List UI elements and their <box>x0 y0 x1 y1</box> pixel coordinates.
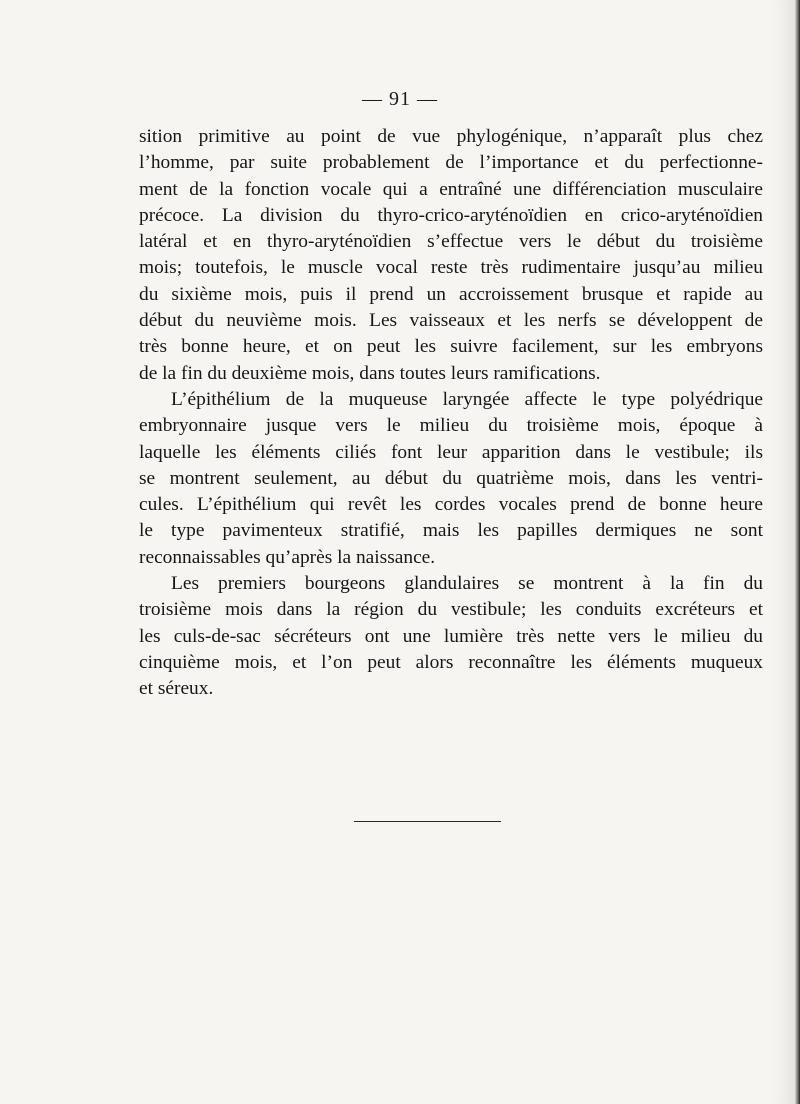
text-line: reconnaissables qu’après la naissance. <box>139 546 436 568</box>
text-line: début du neuvième mois. Les vaisseaux et les nerfs se développent de <box>139 310 763 332</box>
text-line: cinquième mois, et l’on peut alors reconnaître les éléments muqueux <box>139 651 763 673</box>
text-line: Les premiers bourgeons glandulaires se montrent à la fin du <box>171 573 763 595</box>
text-line: ment de la fonction vocale qui a entraîné une différenciation musculaire <box>139 178 763 200</box>
text-line: du sixième mois, puis il prend un accroissement brusque et rapide au <box>139 283 763 305</box>
body-text <box>139 124 763 703</box>
text-line: L’épithélium de la muqueuse laryngée affecte le type polyédrique <box>171 388 763 410</box>
text-line: les culs-de-sac sécréteurs ont une lumière très nette vers le milieu du <box>139 625 763 647</box>
text-line: mois; toutefois, le muscle vocal reste très rudimentaire jusqu’au milieu <box>139 257 763 279</box>
text-line: l’homme, par suite probablement de l’importance et du perfectionne- <box>139 152 763 174</box>
text-line: précoce. La division du thyro-crico-aryténoïdien en crico-aryténoïdien <box>139 204 763 226</box>
page-edge-shadow <box>795 0 800 1104</box>
text-line: se montrent seulement, au début du quatrième mois, dans les ventri- <box>139 467 763 489</box>
text-line: embryonnaire jusque vers le milieu du troisième mois, époque à <box>139 415 763 437</box>
text-line: sition primitive au point de vue phylogénique, n’apparaît plus chez <box>139 126 763 147</box>
page-number: — 91 — <box>362 88 438 110</box>
text-line: de la fin du deuxième mois, dans toutes leurs ramifications. <box>139 362 601 384</box>
text-line: et séreux. <box>139 678 214 700</box>
text-line: troisième mois dans la région du vestibule; les conduits excréteurs et <box>139 599 763 621</box>
text-line: très bonne heure, et on peut les suivre facilement, sur les embryons <box>139 336 763 358</box>
text-line: le type pavimenteux stratifié, mais les papilles dermiques ne sont <box>139 520 763 542</box>
text-line: latéral et en thyro-aryténoïdien s’effectue vers le début du troisième <box>139 231 763 253</box>
text-line: laquelle les éléments ciliés font leur apparition dans le vestibule; ils <box>139 441 763 463</box>
section-divider <box>354 821 501 822</box>
text-line: cules. L’épithélium qui revêt les cordes vocales prend de bonne heure <box>139 494 763 516</box>
